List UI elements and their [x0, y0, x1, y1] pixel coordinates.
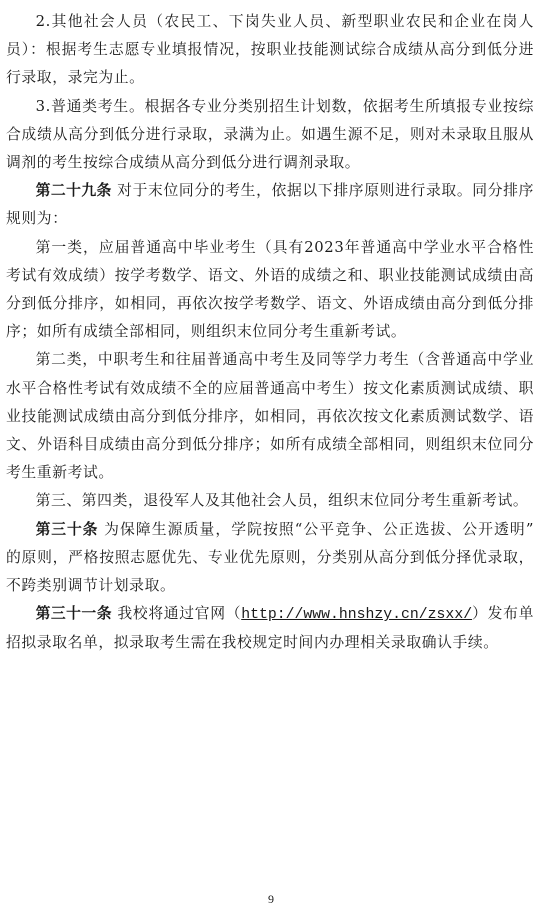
article-29-text: 对于末位同分的考生，依据以下排序原则进行录取。同分排序规则为：	[6, 182, 534, 228]
official-website-link[interactable]: http://www.hnshzy.cn/zsxx/	[241, 607, 473, 624]
paragraph-general-candidates: 3.普通类考生。根据各专业分类别招生计划数，依据考生所填报专业按综合成绩从高分到低分进行录取，录满为止。如遇生源不足，则对未录取且服从调剂的考生按综合成绩从高分到低分进行调剂录取。	[6, 97, 534, 172]
paragraph-other-social-personnel: 2.其他社会人员（农民工、下岗失业人员、新型职业农民和企业在岗人员）：根据考生志愿专业填报情况，按职业技能测试综合成绩从高分到低分进行录取，录完为止。	[6, 13, 534, 87]
article-31-text-after: ）发布单招拟录取名单，拟录取考生需在我校规定时间内办理相关录取确认手续。	[6, 605, 534, 652]
paragraph-category-three-four: 第三、第四类，退役军人及其他社会人员，组织末位同分考生重新考试。	[35, 492, 529, 510]
article-30-number: 第三十条	[35, 520, 99, 538]
paragraph-category-one: 第一类，应届普通高中毕业考生（具有2023年普通高中学业水平合格性考试有效成绩）按学考数学、语文、外语的成绩之和、职业技能测试成绩由高分到低分排序，如相同，再依次按学考数学、语文、外语成绩由高分到低分排序；如所有成绩全部相同，则组织末位同分考生重新考试。	[6, 238, 534, 341]
document-body	[6, 8, 534, 658]
paragraph-category-two: 第二类，中职考生和往届普通高中考生及同等学力考生（含普通高中学业水平合格性考试有效成绩不全的应届普通高中考生）按文化素质测试成绩、职业技能测试成绩由高分到低分排序，如相同，再依次按文化素质测试数学、语文、外语科目成绩由高分到低分排序；如所有成绩全部相同，则组织末位同分考生重新考试。	[6, 351, 534, 482]
article-29-number: 第二十九条	[35, 182, 112, 200]
article-29	[6, 177, 534, 233]
article-30-text: 为保障生源质量，学院按照“公平竞争、公正选拔、公开透明” 的原则，严格按照志愿优先、专业优先原则，分类别从高分到低分择优录取，不跨类别调节计划录取。	[6, 520, 534, 595]
page-number: 9	[268, 892, 274, 906]
article-31-number: 第三十一条	[35, 605, 112, 623]
article-30	[6, 516, 534, 601]
article-31	[6, 600, 534, 657]
article-31-text-before: 我校将通过官网（	[117, 605, 242, 623]
